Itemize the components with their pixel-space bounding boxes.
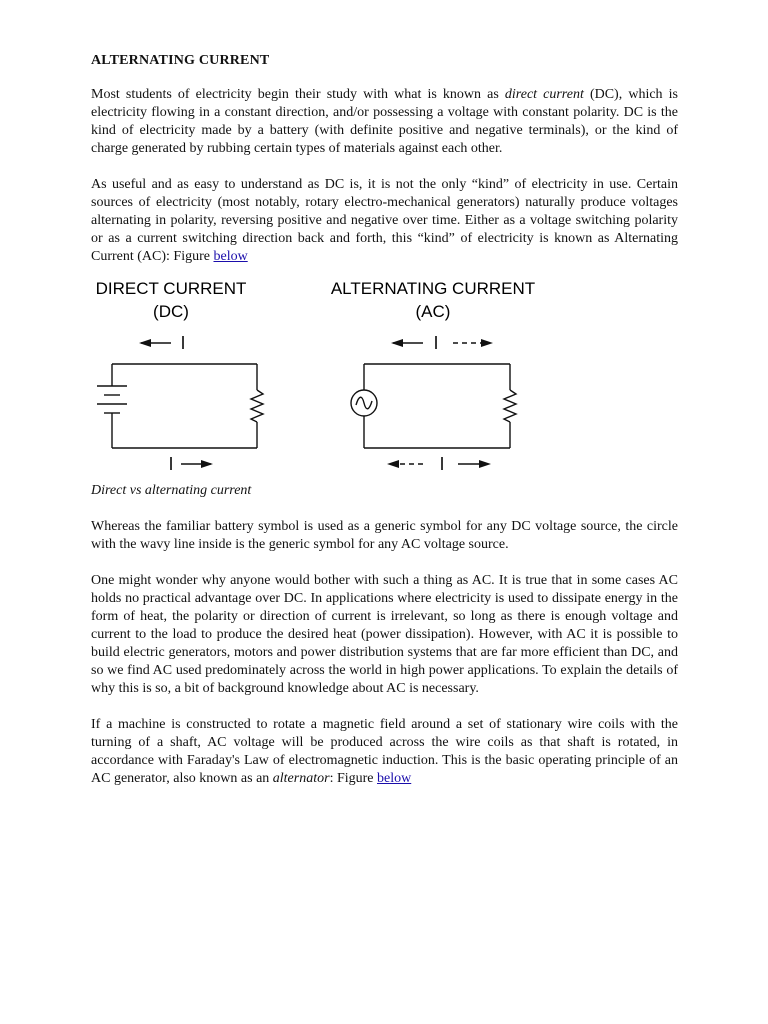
battery-symbol	[97, 386, 127, 426]
figure-link[interactable]: below	[213, 249, 248, 264]
term-direct-current: direct current	[504, 87, 584, 102]
ac-title-line2: (AC)	[415, 302, 451, 321]
ac-bottom-left-arrowhead	[387, 460, 399, 468]
ac-bottom-current-label: I	[439, 454, 445, 474]
dc-top-arrowhead	[139, 339, 151, 347]
ac-bottom-right-arrowhead	[479, 460, 491, 468]
dc-circuit	[97, 364, 263, 448]
ac-top-current-label: I	[433, 333, 439, 353]
ac-top-left-arrowhead	[391, 339, 403, 347]
paragraph-ac-definition: As useful and as easy to understand as DC is, it is not the only “kind” of electricity in use. Certain sources of electricity (most notably, rotary electro-mechanical generators) naturally produce voltages alternating in polarity, reversing positive and negative over time. Either as a voltage switching polarity or as a current switching direction back and forth, this “kind” of electricity is known as Alternating Current (AC): Figure below	[91, 177, 678, 264]
paragraph-symbols: Whereas the familiar battery symbol is used as a generic symbol for any DC voltage source, the circle with the wavy line inside is the generic symbol for any AC voltage source.	[91, 519, 678, 552]
section-heading: ALTERNATING CURRENT	[91, 53, 270, 68]
figure-link-alternator[interactable]: below	[377, 771, 412, 786]
ac-title-line1: ALTERNATING CURRENT	[330, 279, 536, 298]
dc-title-line1: DIRECT CURRENT	[95, 279, 247, 298]
paragraph-why-ac: One might wonder why anyone would bother with such a thing as AC. It is true that in some cases AC holds no practical advantage over DC. In applications where electricity is used to dissipate energy in the form of heat, the polarity or direction of current is irrelevant, so long as there is enough voltage and current to the load to produce the desired heat (power dissipation). However, with AC it is possible to build electric generators, motors and power distribution systems that are far more efficient than DC, and so we find AC used predominately across the world in high power applications. To explain the details of why this is so, a bit of background knowledge about AC is necessary.	[91, 573, 678, 696]
dc-resistor	[251, 390, 263, 422]
dc-bottom-arrowhead	[201, 460, 213, 468]
dc-top-current-label: I	[180, 333, 186, 353]
dc-title-line2: (DC)	[153, 302, 189, 321]
ac-resistor	[504, 390, 516, 422]
document-page	[91, 52, 678, 788]
ac-circuit	[351, 364, 516, 448]
dc-bottom-current-label: I	[168, 454, 174, 474]
ac-top-right-arrowhead	[481, 339, 493, 347]
dc-vs-ac-figure	[91, 276, 678, 476]
paragraph-intro: Most students of electricity begin their study with what is known as direct current (DC), which is electricity flowing in a constant direction, and/or possessing a voltage with constant polarity. DC is the kind of electricity made by a battery (with definite positive and negative terminals), or the kind of charge generated by rubbing certain types of materials against each other.	[91, 87, 678, 156]
term-alternator: alternator	[272, 771, 330, 786]
figure-caption: Direct vs alternating current	[91, 483, 252, 498]
paragraph-alternator: If a machine is constructed to rotate a magnetic field around a set of stationary wire coils with the turning of a shaft, AC voltage will be produced across the wire coils as that shaft is rotated, in accordance with Faraday's Law of electromagnetic induction. This is the basic operating principle of an AC generator, also known as an alternator: Figure below	[91, 717, 678, 786]
ac-source-symbol	[351, 390, 377, 416]
